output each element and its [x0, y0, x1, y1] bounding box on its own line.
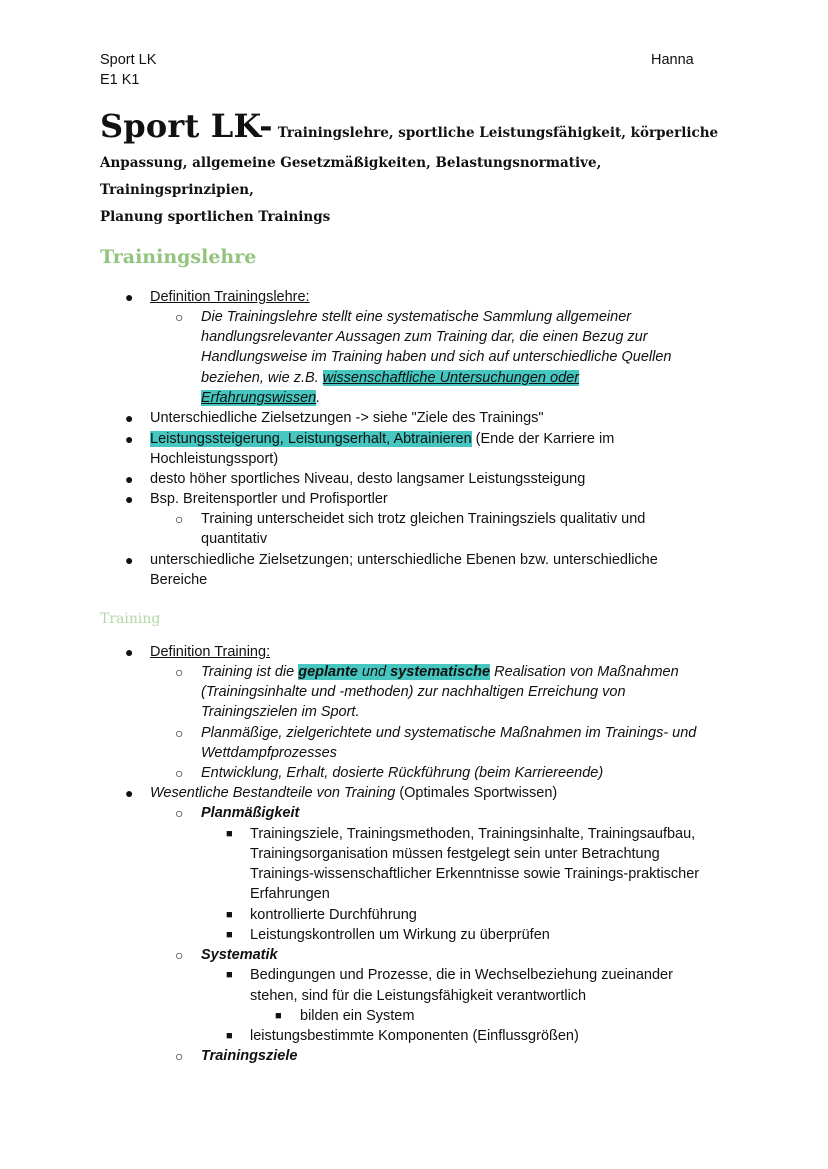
subheading-planmaessigkeit: Planmäßigkeit [201, 805, 300, 821]
header-author: Hanna [651, 52, 694, 68]
highlighted-text: Leistungssteigerung, Leistungserhalt, Abtrainieren [150, 431, 472, 447]
list-item: bilden ein System [300, 1008, 415, 1024]
definition-text: Trainingszielen im Sport. [201, 704, 360, 720]
list-item: Trainings-wissenschaftlicher Erkenntnisse sowie Trainings-praktischer [250, 866, 700, 882]
list-item: Unterschiedliche Zielsetzungen -> siehe "Ziele des Trainings" [150, 410, 544, 426]
title-block [100, 106, 740, 231]
list-item: quantitativ [201, 531, 268, 547]
list-item: Leistungskontrollen um Wirkung zu überprüfen [250, 927, 550, 943]
definition-text: beziehen, wie z.B. wissenschaftliche Untersuchungen oder [201, 370, 580, 386]
definition-text: Erfahrungswissen. [201, 390, 321, 406]
list-item: Training unterscheidet sich trotz gleichen Trainingsziels qualitativ und [201, 511, 646, 527]
header-course: Sport LK [100, 52, 157, 68]
bullet-level2: ○ [175, 309, 184, 325]
highlighted-text: systematische [390, 664, 491, 680]
list-item: Trainingsorganisation müssen festgelegt sein unter Betrachtung [250, 846, 660, 862]
highlighted-text: Erfahrungswissen [201, 390, 317, 406]
section-heading-training: Training [100, 611, 161, 627]
subtitle-line-1: Trainingslehre, sportliche Leistungsfähigkeit, körperliche [277, 125, 719, 141]
bullet-level3: ■ [226, 1030, 233, 1042]
bullet-level1: ● [125, 552, 134, 568]
page-title: Sport LK- [100, 107, 273, 145]
bullet-level1: ● [125, 289, 134, 305]
list-item: Trainingsziele, Trainingsmethoden, Trainingsinhalte, Trainingsaufbau, [250, 826, 696, 842]
bullet-level1: ● [125, 644, 134, 660]
bullet-level2: ○ [175, 805, 184, 821]
bullet-level2: ○ [175, 511, 184, 527]
bullet-level3: ■ [226, 909, 233, 921]
list-item: Leistungssteigerung, Leistungserhalt, Abtrainieren (Ende der Karriere im [150, 431, 615, 447]
bullet-level3: ■ [275, 1010, 282, 1022]
bullet-level2: ○ [175, 725, 184, 741]
definition-label: Definition Trainingslehre: [150, 289, 310, 305]
list-item: Wesentliche Bestandteile von Training (Optimales Sportwissen) [150, 785, 558, 801]
subtitle-line-2: Anpassung, allgemeine Gesetzmäßigkeiten, Belastungsnormative, Trainingsprinzipien, [100, 155, 602, 198]
list-item: desto höher sportliches Niveau, desto langsamer Leistungssteigung [150, 471, 586, 487]
bullet-level1: ● [125, 431, 134, 447]
definition-text: Planmäßige, zielgerichtete und systematische Maßnahmen im Trainings- und [201, 725, 697, 741]
list-item: stehen, sind für die Leistungsfähigkeit verantwortlich [250, 988, 587, 1004]
definition-text: Training ist die geplante und systematische Realisation von Maßnahmen [201, 664, 679, 680]
bullet-level2: ○ [175, 664, 184, 680]
list-item: Hochleistungssport) [150, 451, 279, 467]
bullet-level1: ● [125, 471, 134, 487]
bullet-level2: ○ [175, 1048, 184, 1064]
definition-text: Entwicklung, Erhalt, dosierte Rückführung (beim Karriereende) [201, 765, 604, 781]
list-item: Erfahrungen [250, 886, 330, 902]
bullet-level1: ● [125, 785, 134, 801]
list-item: kontrollierte Durchführung [250, 907, 417, 923]
subheading-systematik: Systematik [201, 947, 278, 963]
list-item: leistungsbestimmte Komponenten (Einflussgrößen) [250, 1028, 579, 1044]
list-item: Bedingungen und Prozesse, die in Wechselbeziehung zueinander [250, 967, 673, 983]
bullet-level1: ● [125, 410, 134, 426]
definition-text: (Trainingsinhalte und -methoden) zur nachhaltigen Erreichung von [201, 684, 626, 700]
list-item: Bereiche [150, 572, 208, 588]
list-item: unterschiedliche Zielsetzungen; unterschiedliche Ebenen bzw. unterschiedliche [150, 552, 658, 568]
header-left [100, 50, 156, 90]
definition-text: Die Trainingslehre stellt eine systematische Sammlung allgemeiner [201, 309, 632, 325]
list-item: Bsp. Breitensportler und Profisportler [150, 491, 388, 507]
header-class: E1 K1 [100, 72, 140, 88]
bullet-level2: ○ [175, 765, 184, 781]
subtitle-line-3: Planung sportlichen Trainings [100, 209, 331, 225]
highlighted-text: wissenschaftliche Untersuchungen oder [322, 370, 580, 386]
definition-text: Handlungsweise im Training haben und sich auf unterschiedliche Quellen [201, 349, 672, 365]
definition-text: handlungsrelevanter Aussagen zum Training dar, die einen Bezug zur [201, 329, 648, 345]
bullet-level3: ■ [226, 929, 233, 941]
subheading-trainingsziele: Trainingsziele [201, 1048, 298, 1064]
highlighted-text: geplante [298, 664, 358, 680]
bullet-level1: ● [125, 491, 134, 507]
bullet-level3: ■ [226, 969, 233, 981]
definition-label: Definition Training: [150, 644, 271, 660]
bullet-level2: ○ [175, 947, 184, 963]
section-heading-trainingslehre: Trainingslehre [100, 246, 257, 268]
bullet-level3: ■ [226, 828, 233, 840]
definition-text: Wettdampfprozesses [201, 745, 337, 761]
